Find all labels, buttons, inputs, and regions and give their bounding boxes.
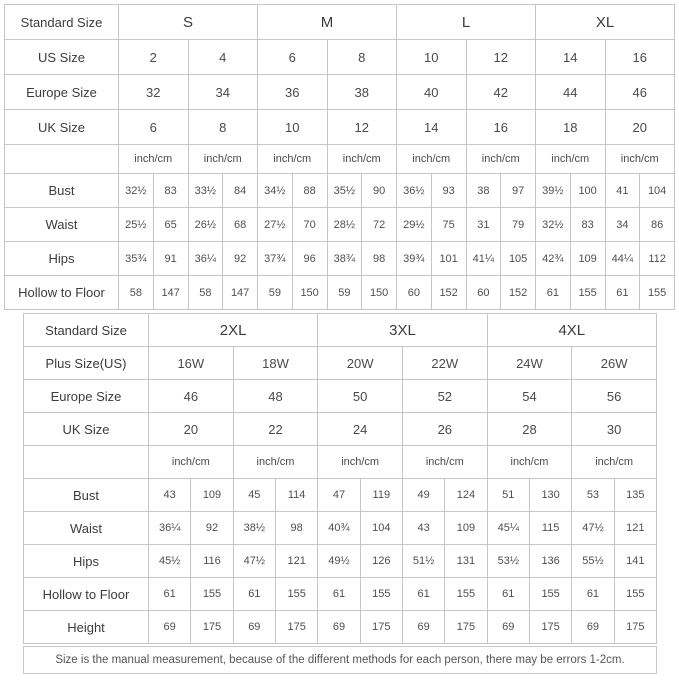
measure-value-cell: 55½ (572, 545, 614, 578)
measure-value-cell: 36½ (397, 174, 432, 208)
measure-value-cell: 61 (536, 276, 571, 310)
measure-value-cell: 109 (445, 512, 487, 545)
measure-value-cell: 69 (402, 611, 444, 644)
row-label: Plus Size(US) (24, 347, 149, 380)
size-group-header: 3XL (318, 314, 487, 347)
size-value-cell: 8 (327, 40, 397, 75)
measure-value-cell: 126 (360, 545, 402, 578)
row-label: Hollow to Floor (5, 276, 119, 310)
measure-value-cell: 69 (233, 611, 275, 644)
measure-value-cell: 92 (223, 242, 258, 276)
measure-value-cell: 83 (570, 208, 605, 242)
size-value-cell: 12 (327, 110, 397, 145)
measure-value-cell: 98 (362, 242, 397, 276)
measure-value-cell: 42¾ (536, 242, 571, 276)
plus-size-table (23, 313, 657, 644)
size-value-cell: 6 (119, 110, 189, 145)
measure-value-cell: 100 (570, 174, 605, 208)
size-value-cell: 8 (188, 110, 258, 145)
size-value-cell: 20W (318, 347, 403, 380)
unit-cell: inch/cm (487, 446, 572, 479)
measure-value-cell: 41 (605, 174, 640, 208)
measure-value-cell: 175 (614, 611, 656, 644)
measure-value-cell: 121 (275, 545, 317, 578)
size-value-cell: 12 (466, 40, 536, 75)
measure-row (24, 545, 657, 578)
row-label: Europe Size (5, 75, 119, 110)
measure-value-cell: 47 (318, 479, 360, 512)
measure-value-cell: 59 (327, 276, 362, 310)
measure-row (5, 174, 675, 208)
measure-value-cell: 65 (153, 208, 188, 242)
unit-cell: inch/cm (318, 446, 403, 479)
size-value-cell: 54 (487, 380, 572, 413)
size-row (24, 347, 657, 380)
measure-value-cell: 152 (431, 276, 466, 310)
size-value-cell: 48 (233, 380, 318, 413)
measure-value-cell: 96 (292, 242, 327, 276)
unit-cell: inch/cm (572, 446, 657, 479)
size-value-cell: 32 (119, 75, 189, 110)
size-value-cell: 56 (572, 380, 657, 413)
row-label: Bust (24, 479, 149, 512)
measure-value-cell: 39¾ (397, 242, 432, 276)
measure-value-cell: 109 (191, 479, 233, 512)
measure-value-cell: 155 (445, 578, 487, 611)
size-row (5, 110, 675, 145)
measure-value-cell: 124 (445, 479, 487, 512)
measure-value-cell: 32½ (536, 208, 571, 242)
size-value-cell: 26W (572, 347, 657, 380)
size-value-cell: 24 (318, 413, 403, 446)
measure-row (5, 208, 675, 242)
unit-cell: inch/cm (605, 145, 675, 174)
row-label: Waist (5, 208, 119, 242)
row-label: Hips (24, 545, 149, 578)
measure-value-cell: 38 (466, 174, 501, 208)
measure-row (5, 276, 675, 310)
unit-cell: inch/cm (188, 145, 258, 174)
size-value-cell: 4 (188, 40, 258, 75)
unit-cell: inch/cm (466, 145, 536, 174)
size-value-cell: 24W (487, 347, 572, 380)
measure-value-cell: 115 (529, 512, 571, 545)
measure-value-cell: 43 (149, 479, 191, 512)
measure-value-cell: 41¼ (466, 242, 501, 276)
size-row (24, 380, 657, 413)
measure-value-cell: 58 (188, 276, 223, 310)
measure-value-cell: 98 (275, 512, 317, 545)
measure-value-cell: 70 (292, 208, 327, 242)
size-value-cell: 52 (402, 380, 487, 413)
measure-value-cell: 36¼ (149, 512, 191, 545)
unit-cell: inch/cm (327, 145, 397, 174)
measure-value-cell: 114 (275, 479, 317, 512)
measure-value-cell: 155 (614, 578, 656, 611)
row-label: US Size (5, 40, 119, 75)
measure-value-cell: 86 (640, 208, 675, 242)
measure-row (5, 242, 675, 276)
size-value-cell: 14 (536, 40, 606, 75)
measure-value-cell: 38¾ (327, 242, 362, 276)
row-label: Hips (5, 242, 119, 276)
measure-value-cell: 69 (572, 611, 614, 644)
row-label: Waist (24, 512, 149, 545)
measure-value-cell: 175 (445, 611, 487, 644)
unit-cell: inch/cm (149, 446, 234, 479)
measure-value-cell: 141 (614, 545, 656, 578)
row-label: UK Size (24, 413, 149, 446)
measure-value-cell: 61 (402, 578, 444, 611)
size-value-cell: 42 (466, 75, 536, 110)
size-value-cell: 20 (149, 413, 234, 446)
measure-value-cell: 44¼ (605, 242, 640, 276)
size-value-cell: 16 (605, 40, 675, 75)
measure-value-cell: 97 (501, 174, 536, 208)
measure-value-cell: 131 (445, 545, 487, 578)
measure-value-cell: 69 (318, 611, 360, 644)
measure-value-cell: 101 (431, 242, 466, 276)
measure-value-cell: 51½ (402, 545, 444, 578)
measure-value-cell: 51 (487, 479, 529, 512)
size-value-cell: 30 (572, 413, 657, 446)
size-value-cell: 22 (233, 413, 318, 446)
measure-value-cell: 34 (605, 208, 640, 242)
row-label: Hollow to Floor (24, 578, 149, 611)
measure-value-cell: 83 (153, 174, 188, 208)
measure-value-cell: 175 (275, 611, 317, 644)
size-value-cell: 46 (149, 380, 234, 413)
size-value-cell: 2 (119, 40, 189, 75)
measure-value-cell: 121 (614, 512, 656, 545)
measure-value-cell: 91 (153, 242, 188, 276)
size-value-cell: 46 (605, 75, 675, 110)
unit-cell: inch/cm (258, 145, 328, 174)
measure-value-cell: 49½ (318, 545, 360, 578)
measure-value-cell: 68 (223, 208, 258, 242)
measure-value-cell: 40¾ (318, 512, 360, 545)
measure-value-cell: 47½ (572, 512, 614, 545)
corner-label: Standard Size (24, 314, 149, 347)
measure-value-cell: 69 (149, 611, 191, 644)
measure-value-cell: 34½ (258, 174, 293, 208)
size-value-cell: 50 (318, 380, 403, 413)
unit-cell: inch/cm (536, 145, 606, 174)
measure-value-cell: 37¾ (258, 242, 293, 276)
table-header-row (24, 314, 657, 347)
size-value-cell: 20 (605, 110, 675, 145)
measurement-note-text: Size is the manual measurement, because of the different methods for each person, there may be errors 1-2cm. (55, 654, 625, 666)
size-value-cell: 18 (536, 110, 606, 145)
size-group-header: S (119, 5, 258, 40)
size-value-cell: 38 (327, 75, 397, 110)
measure-row (24, 611, 657, 644)
measure-value-cell: 33½ (188, 174, 223, 208)
measure-value-cell: 88 (292, 174, 327, 208)
size-value-cell: 36 (258, 75, 328, 110)
measure-value-cell: 119 (360, 479, 402, 512)
measure-row (24, 479, 657, 512)
measure-value-cell: 53½ (487, 545, 529, 578)
measure-value-cell: 26½ (188, 208, 223, 242)
standard-size-table (4, 4, 675, 310)
measure-value-cell: 35½ (327, 174, 362, 208)
measure-value-cell: 28½ (327, 208, 362, 242)
size-value-cell: 10 (397, 40, 467, 75)
size-value-cell: 16W (149, 347, 234, 380)
measure-value-cell: 155 (191, 578, 233, 611)
measure-value-cell: 155 (529, 578, 571, 611)
size-row (5, 40, 675, 75)
measure-value-cell: 150 (292, 276, 327, 310)
measure-value-cell: 61 (233, 578, 275, 611)
unit-row-spacer (24, 446, 149, 479)
measure-value-cell: 175 (360, 611, 402, 644)
measure-value-cell: 31 (466, 208, 501, 242)
measure-value-cell: 39½ (536, 174, 571, 208)
measure-value-cell: 36¼ (188, 242, 223, 276)
size-group-header: 2XL (149, 314, 318, 347)
size-value-cell: 16 (466, 110, 536, 145)
measure-value-cell: 150 (362, 276, 397, 310)
measure-value-cell: 60 (397, 276, 432, 310)
unit-row (24, 446, 657, 479)
row-label: Europe Size (24, 380, 149, 413)
unit-row-spacer (5, 145, 119, 174)
size-group-header: L (397, 5, 536, 40)
unit-cell: inch/cm (397, 145, 467, 174)
size-row (24, 413, 657, 446)
measure-value-cell: 147 (223, 276, 258, 310)
measure-value-cell: 59 (258, 276, 293, 310)
measure-value-cell: 58 (119, 276, 154, 310)
size-value-cell: 44 (536, 75, 606, 110)
size-value-cell: 40 (397, 75, 467, 110)
measure-value-cell: 61 (572, 578, 614, 611)
measure-value-cell: 175 (191, 611, 233, 644)
measure-value-cell: 27½ (258, 208, 293, 242)
measure-value-cell: 38½ (233, 512, 275, 545)
measure-value-cell: 155 (640, 276, 675, 310)
measure-value-cell: 61 (318, 578, 360, 611)
measure-value-cell: 92 (191, 512, 233, 545)
corner-label: Standard Size (5, 5, 119, 40)
measure-value-cell: 152 (501, 276, 536, 310)
measure-value-cell: 61 (487, 578, 529, 611)
unit-row (5, 145, 675, 174)
size-row (5, 75, 675, 110)
size-group-header: XL (536, 5, 675, 40)
measure-value-cell: 75 (431, 208, 466, 242)
measure-value-cell: 135 (614, 479, 656, 512)
measure-value-cell: 35¾ (119, 242, 154, 276)
measure-value-cell: 60 (466, 276, 501, 310)
row-label: Height (24, 611, 149, 644)
measure-value-cell: 155 (275, 578, 317, 611)
measure-value-cell: 29½ (397, 208, 432, 242)
measure-value-cell: 49 (402, 479, 444, 512)
measure-value-cell: 61 (149, 578, 191, 611)
measure-row (24, 512, 657, 545)
measure-value-cell: 104 (640, 174, 675, 208)
row-label: UK Size (5, 110, 119, 145)
measure-value-cell: 79 (501, 208, 536, 242)
size-value-cell: 18W (233, 347, 318, 380)
measure-value-cell: 47½ (233, 545, 275, 578)
measure-value-cell: 175 (529, 611, 571, 644)
measure-value-cell: 43 (402, 512, 444, 545)
size-value-cell: 6 (258, 40, 328, 75)
row-label: Bust (5, 174, 119, 208)
size-value-cell: 22W (402, 347, 487, 380)
measurement-note (23, 646, 657, 674)
size-value-cell: 34 (188, 75, 258, 110)
measure-value-cell: 53 (572, 479, 614, 512)
measure-value-cell: 104 (360, 512, 402, 545)
size-group-header: 4XL (487, 314, 656, 347)
measure-value-cell: 130 (529, 479, 571, 512)
measure-value-cell: 45½ (149, 545, 191, 578)
table-header-row (5, 5, 675, 40)
measure-value-cell: 147 (153, 276, 188, 310)
measure-value-cell: 155 (360, 578, 402, 611)
size-value-cell: 10 (258, 110, 328, 145)
measure-value-cell: 69 (487, 611, 529, 644)
measure-value-cell: 84 (223, 174, 258, 208)
measure-value-cell: 72 (362, 208, 397, 242)
size-value-cell: 14 (397, 110, 467, 145)
measure-value-cell: 90 (362, 174, 397, 208)
measure-value-cell: 93 (431, 174, 466, 208)
measure-value-cell: 109 (570, 242, 605, 276)
size-value-cell: 26 (402, 413, 487, 446)
unit-cell: inch/cm (233, 446, 318, 479)
measure-value-cell: 61 (605, 276, 640, 310)
size-value-cell: 28 (487, 413, 572, 446)
measure-value-cell: 105 (501, 242, 536, 276)
measure-value-cell: 112 (640, 242, 675, 276)
measure-value-cell: 116 (191, 545, 233, 578)
unit-cell: inch/cm (402, 446, 487, 479)
measure-value-cell: 155 (570, 276, 605, 310)
measure-value-cell: 25½ (119, 208, 154, 242)
size-group-header: M (258, 5, 397, 40)
unit-cell: inch/cm (119, 145, 189, 174)
measure-value-cell: 136 (529, 545, 571, 578)
measure-row (24, 578, 657, 611)
measure-value-cell: 45 (233, 479, 275, 512)
measure-value-cell: 45¼ (487, 512, 529, 545)
measure-value-cell: 32½ (119, 174, 154, 208)
